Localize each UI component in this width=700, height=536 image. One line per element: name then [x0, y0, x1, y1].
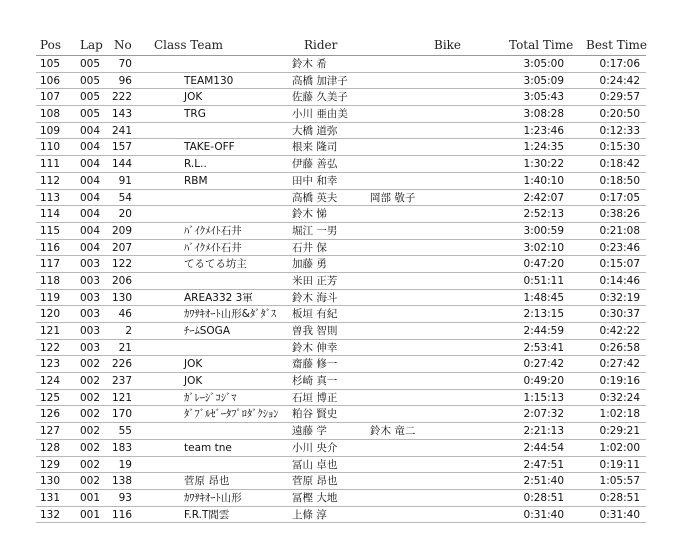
- pos-cell: 115: [40, 224, 61, 237]
- number-cell: 20: [118, 208, 132, 221]
- pos-cell: 121: [40, 325, 61, 337]
- header-lap: Lap: [80, 38, 103, 52]
- pos-cell: 106: [40, 74, 61, 87]
- table-row: [0, 139, 700, 156]
- table-row: [0, 173, 700, 190]
- lap-cell: 003: [80, 274, 101, 287]
- lap-cell: 002: [80, 425, 101, 438]
- lap-cell: 004: [80, 174, 101, 187]
- team-cell: RBM: [184, 174, 208, 187]
- table-row: [0, 106, 700, 123]
- lap-cell: 002: [80, 391, 101, 404]
- number-cell: 55: [118, 425, 132, 438]
- table-row: [0, 256, 700, 273]
- best-time-cell: 1:05:57: [599, 475, 640, 488]
- header-bike: Bike: [434, 38, 462, 52]
- results-table: [0, 56, 700, 523]
- header-pos: Pos: [40, 38, 61, 52]
- best-time-cell: 0:17:06: [599, 58, 640, 70]
- team-cell: ｶﾜｻｷｵｰﾄ山形&ﾀﾞﾀﾞｽ: [184, 308, 277, 321]
- pos-cell: 128: [40, 441, 61, 454]
- rider-cell: 大橋 道弥: [292, 124, 338, 137]
- number-cell: 130: [111, 291, 132, 304]
- number-cell: 96: [118, 74, 132, 87]
- row-divider: [36, 522, 646, 523]
- number-cell: 138: [111, 475, 132, 488]
- lap-cell: 005: [80, 108, 101, 121]
- table-row: [0, 356, 700, 373]
- best-time-cell: 0:32:24: [599, 391, 640, 404]
- number-cell: 19: [118, 458, 132, 471]
- total-time-cell: 2:52:13: [523, 208, 564, 221]
- lap-cell: 005: [80, 91, 101, 104]
- total-time-cell: 2:47:51: [523, 458, 564, 471]
- rider-cell: 曽我 智則: [292, 325, 338, 337]
- lap-cell: 002: [80, 441, 101, 454]
- total-time-cell: 3:08:28: [523, 108, 564, 121]
- best-time-cell: 0:18:50: [599, 174, 640, 187]
- team-cell: ﾀﾞﾌﾞﾙｾﾞｰﾀﾌﾟﾛﾀﾞｸｼｮﾝ: [184, 408, 279, 421]
- number-cell: 116: [111, 508, 132, 521]
- best-time-cell: 0:19:16: [599, 375, 640, 388]
- table-row: [0, 423, 700, 440]
- total-time-cell: 1:15:13: [523, 391, 564, 404]
- header-rider: Rider: [304, 38, 338, 52]
- lap-cell: 004: [80, 208, 101, 221]
- pos-cell: 129: [40, 458, 61, 471]
- number-cell: 209: [111, 224, 132, 237]
- number-cell: 206: [111, 274, 132, 287]
- total-time-cell: 2:21:13: [523, 425, 564, 438]
- rider-cell: 田中 和幸: [292, 174, 338, 187]
- pos-cell: 132: [40, 508, 61, 521]
- number-cell: 207: [111, 241, 132, 254]
- lap-cell: 001: [80, 508, 101, 521]
- best-time-cell: 0:23:46: [599, 241, 640, 254]
- pos-cell: 113: [40, 191, 61, 204]
- pos-cell: 127: [40, 425, 61, 438]
- best-time-cell: 0:28:51: [599, 491, 640, 504]
- best-time-cell: 1:02:00: [599, 441, 640, 454]
- lap-cell: 001: [80, 491, 101, 504]
- lap-cell: 002: [80, 375, 101, 388]
- table-row: [0, 340, 700, 357]
- rider-cell: 鈴木 悌: [292, 208, 327, 221]
- table-row: [0, 223, 700, 240]
- lap-cell: 003: [80, 258, 101, 271]
- rider-cell: 遠藤 学: [292, 425, 327, 438]
- best-time-cell: 0:15:30: [599, 141, 640, 154]
- lap-cell: 004: [80, 141, 101, 154]
- total-time-cell: 1:24:35: [523, 141, 564, 154]
- header-total-time: Total Time: [509, 38, 574, 52]
- lap-cell: 002: [80, 408, 101, 421]
- team-cell: R.L..: [184, 158, 207, 171]
- number-cell: 2: [125, 325, 132, 337]
- rider-cell: 米田 正芳: [292, 274, 338, 287]
- total-time-cell: 3:02:10: [523, 241, 564, 254]
- total-time-cell: 2:07:32: [523, 408, 564, 421]
- table-row: [0, 240, 700, 257]
- table-row: [0, 390, 700, 407]
- table-row: [0, 507, 700, 524]
- total-time-cell: 1:30:22: [523, 158, 564, 171]
- table-row: [0, 123, 700, 140]
- number-cell: 237: [111, 375, 132, 388]
- lap-cell: 005: [80, 58, 101, 70]
- table-row: [0, 473, 700, 490]
- best-time-cell: 0:29:57: [599, 91, 640, 104]
- rider2-cell: 岡部 敬子: [370, 191, 416, 204]
- lap-cell: 002: [80, 458, 101, 471]
- lap-cell: 002: [80, 475, 101, 488]
- best-time-cell: 0:42:22: [599, 325, 640, 337]
- table-row: [0, 73, 700, 90]
- rider-cell: 高橋 加津子: [292, 74, 348, 87]
- best-time-cell: 0:14:46: [599, 274, 640, 287]
- pos-cell: 126: [40, 408, 61, 421]
- pos-cell: 120: [40, 308, 61, 321]
- table-row: [0, 490, 700, 507]
- total-time-cell: 1:48:45: [523, 291, 564, 304]
- pos-cell: 119: [40, 291, 61, 304]
- team-cell: JOK: [184, 91, 203, 104]
- pos-cell: 122: [40, 341, 61, 354]
- lap-cell: 003: [80, 291, 101, 304]
- number-cell: 121: [111, 391, 132, 404]
- total-time-cell: 0:27:42: [523, 358, 564, 371]
- total-time-cell: 3:05:09: [523, 74, 564, 87]
- pos-cell: 110: [40, 141, 61, 154]
- total-time-cell: 1:40:10: [523, 174, 564, 187]
- table-row: [0, 89, 700, 106]
- table-header: [0, 36, 700, 54]
- table-row: [0, 190, 700, 207]
- lap-cell: 004: [80, 191, 101, 204]
- total-time-cell: 2:42:07: [523, 191, 564, 204]
- team-cell: ｶﾞﾚｰｼﾞｺｼﾞﾏ: [184, 391, 237, 404]
- pos-cell: 117: [40, 258, 61, 271]
- rider-cell: 菅原 昂也: [292, 475, 338, 488]
- rider-cell: 鈴木 希: [292, 58, 327, 70]
- pos-cell: 112: [40, 174, 61, 187]
- total-time-cell: 0:51:11: [523, 274, 564, 287]
- team-cell: ｶﾜｻｷｵｰﾄ山形: [184, 491, 242, 504]
- best-time-cell: 0:15:07: [599, 258, 640, 271]
- total-time-cell: 2:53:41: [523, 341, 564, 354]
- rider-cell: 佐藤 久美子: [292, 91, 348, 104]
- rider-cell: 鈴木 海斗: [292, 291, 338, 304]
- pos-cell: 130: [40, 475, 61, 488]
- best-time-cell: 0:20:50: [599, 108, 640, 121]
- number-cell: 143: [111, 108, 132, 121]
- best-time-cell: 0:30:37: [599, 308, 640, 321]
- table-row: [0, 156, 700, 173]
- rider-cell: 加藤 勇: [292, 258, 327, 271]
- number-cell: 46: [118, 308, 132, 321]
- header-best-time: Best Time: [586, 38, 648, 52]
- pos-cell: 131: [40, 491, 61, 504]
- rider-cell: 齋藤 修一: [292, 358, 338, 371]
- rider-cell: 杉崎 真一: [292, 375, 338, 388]
- rider2-cell: 鈴木 竜二: [370, 425, 416, 438]
- pos-cell: 118: [40, 274, 61, 287]
- pos-cell: 123: [40, 358, 61, 371]
- lap-cell: 003: [80, 308, 101, 321]
- rider-cell: 伊藤 善弘: [292, 158, 338, 171]
- number-cell: 170: [111, 408, 132, 421]
- best-time-cell: 1:02:18: [599, 408, 640, 421]
- team-cell: ﾊﾞｲｸﾒｲﾄ石井: [184, 241, 242, 254]
- lap-cell: 004: [80, 224, 101, 237]
- best-time-cell: 0:38:26: [599, 208, 640, 221]
- number-cell: 157: [111, 141, 132, 154]
- lap-cell: 003: [80, 325, 101, 337]
- pos-cell: 114: [40, 208, 61, 221]
- number-cell: 226: [111, 358, 132, 371]
- team-cell: ﾁｰﾑSOGA: [184, 325, 230, 337]
- best-time-cell: 0:19:11: [599, 458, 640, 471]
- best-time-cell: 0:29:21: [599, 425, 640, 438]
- lap-cell: 004: [80, 241, 101, 254]
- table-row: [0, 406, 700, 423]
- team-cell: ﾊﾞｲｸﾒｲﾄ石井: [184, 224, 242, 237]
- table-row: [0, 273, 700, 290]
- number-cell: 222: [111, 91, 132, 104]
- pos-cell: 109: [40, 124, 61, 137]
- pos-cell: 108: [40, 108, 61, 121]
- lap-cell: 004: [80, 124, 101, 137]
- best-time-cell: 0:24:42: [599, 74, 640, 87]
- table-row: [0, 323, 700, 340]
- best-time-cell: 0:12:33: [599, 124, 640, 137]
- total-time-cell: 3:00:59: [523, 224, 564, 237]
- lap-cell: 003: [80, 341, 101, 354]
- number-cell: 91: [118, 174, 132, 187]
- rider-cell: 上條 淳: [292, 508, 327, 521]
- total-time-cell: 2:44:59: [523, 325, 564, 337]
- number-cell: 54: [118, 191, 132, 204]
- best-time-cell: 0:31:40: [599, 508, 640, 521]
- team-cell: TEAM130: [184, 74, 234, 87]
- number-cell: 241: [111, 124, 132, 137]
- total-time-cell: 2:44:54: [523, 441, 564, 454]
- header-no: No: [114, 38, 132, 52]
- rider-cell: 冨樫 大地: [292, 491, 338, 504]
- table-row: [0, 206, 700, 223]
- team-cell: TRG: [184, 108, 206, 121]
- rider-cell: 石垣 博正: [292, 391, 338, 404]
- team-cell: TAKE-OFF: [184, 141, 235, 154]
- number-cell: 93: [118, 491, 132, 504]
- rider-cell: 小川 央介: [292, 441, 338, 454]
- best-time-cell: 0:26:58: [599, 341, 640, 354]
- number-cell: 70: [118, 58, 132, 70]
- number-cell: 144: [111, 158, 132, 171]
- pos-cell: 107: [40, 91, 61, 104]
- total-time-cell: 1:23:46: [523, 124, 564, 137]
- table-row: [0, 306, 700, 323]
- table-row: [0, 56, 700, 73]
- rider-cell: 鈴木 伸幸: [292, 341, 338, 354]
- rider-cell: 小川 亜由美: [292, 108, 348, 121]
- number-cell: 21: [118, 341, 132, 354]
- team-cell: AREA332 3軍: [184, 291, 253, 304]
- total-time-cell: 2:13:15: [523, 308, 564, 321]
- table-row: [0, 457, 700, 474]
- rider-cell: 板垣 有紀: [292, 308, 338, 321]
- lap-cell: 004: [80, 158, 101, 171]
- team-cell: てるてる坊主: [184, 258, 247, 271]
- table-row: [0, 290, 700, 307]
- rider-cell: 根来 隆司: [292, 141, 338, 154]
- pos-cell: 111: [40, 158, 61, 171]
- rider-cell: 高橋 英夫: [292, 191, 338, 204]
- lap-cell: 005: [80, 74, 101, 87]
- header-class-team: Class Team: [154, 38, 224, 52]
- team-cell: team tne: [184, 441, 232, 454]
- number-cell: 122: [111, 258, 132, 271]
- team-cell: 菅原 昂也: [184, 475, 230, 488]
- total-time-cell: 0:28:51: [523, 491, 564, 504]
- total-time-cell: 0:47:20: [523, 258, 564, 271]
- rider-cell: 石井 保: [292, 241, 327, 254]
- rider-cell: 堀江 一男: [292, 224, 338, 237]
- total-time-cell: 0:49:20: [523, 375, 564, 388]
- rider-cell: 粕谷 賢史: [292, 408, 338, 421]
- best-time-cell: 0:32:19: [599, 291, 640, 304]
- total-time-cell: 0:31:40: [523, 508, 564, 521]
- best-time-cell: 0:18:42: [599, 158, 640, 171]
- best-time-cell: 0:17:05: [599, 191, 640, 204]
- total-time-cell: 2:51:40: [523, 475, 564, 488]
- best-time-cell: 0:21:08: [599, 224, 640, 237]
- number-cell: 183: [111, 441, 132, 454]
- rider-cell: 冨山 卓也: [292, 458, 338, 471]
- lap-cell: 002: [80, 358, 101, 371]
- table-row: [0, 440, 700, 457]
- total-time-cell: 3:05:00: [523, 58, 564, 70]
- team-cell: F.R.T閻雲: [184, 508, 230, 521]
- pos-cell: 124: [40, 375, 61, 388]
- total-time-cell: 3:05:43: [523, 91, 564, 104]
- table-row: [0, 373, 700, 390]
- pos-cell: 116: [40, 241, 61, 254]
- pos-cell: 125: [40, 391, 61, 404]
- team-cell: JOK: [184, 375, 203, 388]
- best-time-cell: 0:27:42: [599, 358, 640, 371]
- team-cell: JOK: [184, 358, 203, 371]
- pos-cell: 105: [40, 58, 61, 70]
